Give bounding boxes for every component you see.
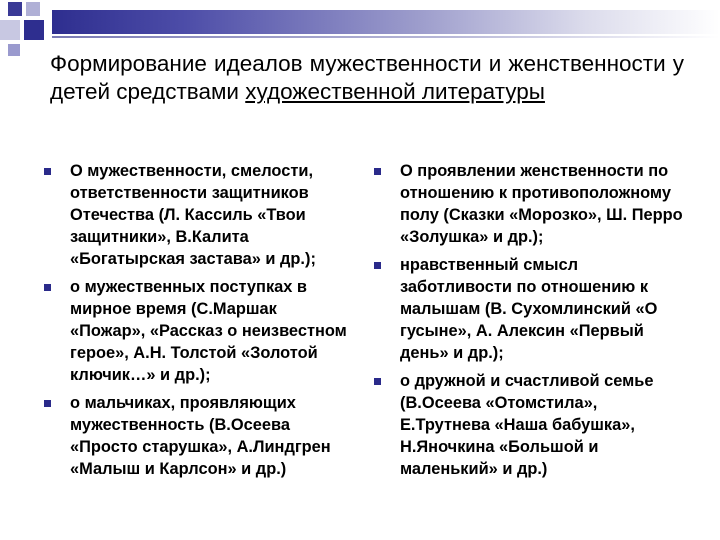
decor-square [8, 2, 22, 16]
right-column [372, 160, 690, 486]
list-item [42, 392, 352, 480]
square-bullet-icon [374, 168, 381, 175]
list-item [372, 254, 690, 364]
list-item [372, 160, 690, 248]
right-list [372, 160, 690, 480]
title-link[interactable]: художественной литературы [245, 79, 545, 104]
list-item-text: о мужественных поступках в мирное время (С.Маршак «Пожар», «Рассказ о неизвестном герое», А.Н. Толстой «Золотой ключик…» и др.); [70, 278, 347, 384]
square-bullet-icon [374, 378, 381, 385]
square-bullet-icon [44, 284, 51, 291]
list-item-text: нравственный смысл заботливости по отношению к малышам (В. Сухомлинский «О гусыне», А. Алексин «Первый день» и др.); [400, 256, 658, 362]
list-item-text: О мужественности, смелости, ответственности защитников Отечества (Л. Кассиль «Твои защитники», В.Калита «Богатырская застава» и др.); [70, 162, 316, 268]
title-text: Формирование идеалов мужественности и женственности у детей средствами [50, 51, 684, 104]
left-list [42, 160, 352, 480]
list-item-text: о дружной и счастливой семье (В.Осеева «Отомстила», Е.Трутнева «Наша бабушка», Н.Яночкина «Большой и маленький» и др.) [400, 372, 654, 478]
square-bullet-icon [374, 262, 381, 269]
header-divider [52, 36, 720, 38]
list-item [372, 370, 690, 480]
decor-square [0, 20, 20, 40]
list-item [42, 276, 352, 386]
decor-square [24, 20, 44, 40]
square-bullet-icon [44, 168, 51, 175]
left-column [42, 160, 352, 486]
list-item-text: о мальчиках, проявляющих мужественность (В.Осеева «Просто старушка», А.Линдгрен «Малыш и Карлсон» и др.) [70, 394, 331, 478]
square-bullet-icon [44, 400, 51, 407]
list-item-text: О проявлении женственности по отношению к противоположному полу (Сказки «Морозко», Ш. Перро «Золушка» и др.); [400, 162, 683, 246]
list-item [42, 160, 352, 270]
header-gradient-bar [52, 10, 720, 34]
decor-square [26, 2, 40, 16]
decor-square [8, 44, 20, 56]
slide-title [50, 50, 684, 106]
